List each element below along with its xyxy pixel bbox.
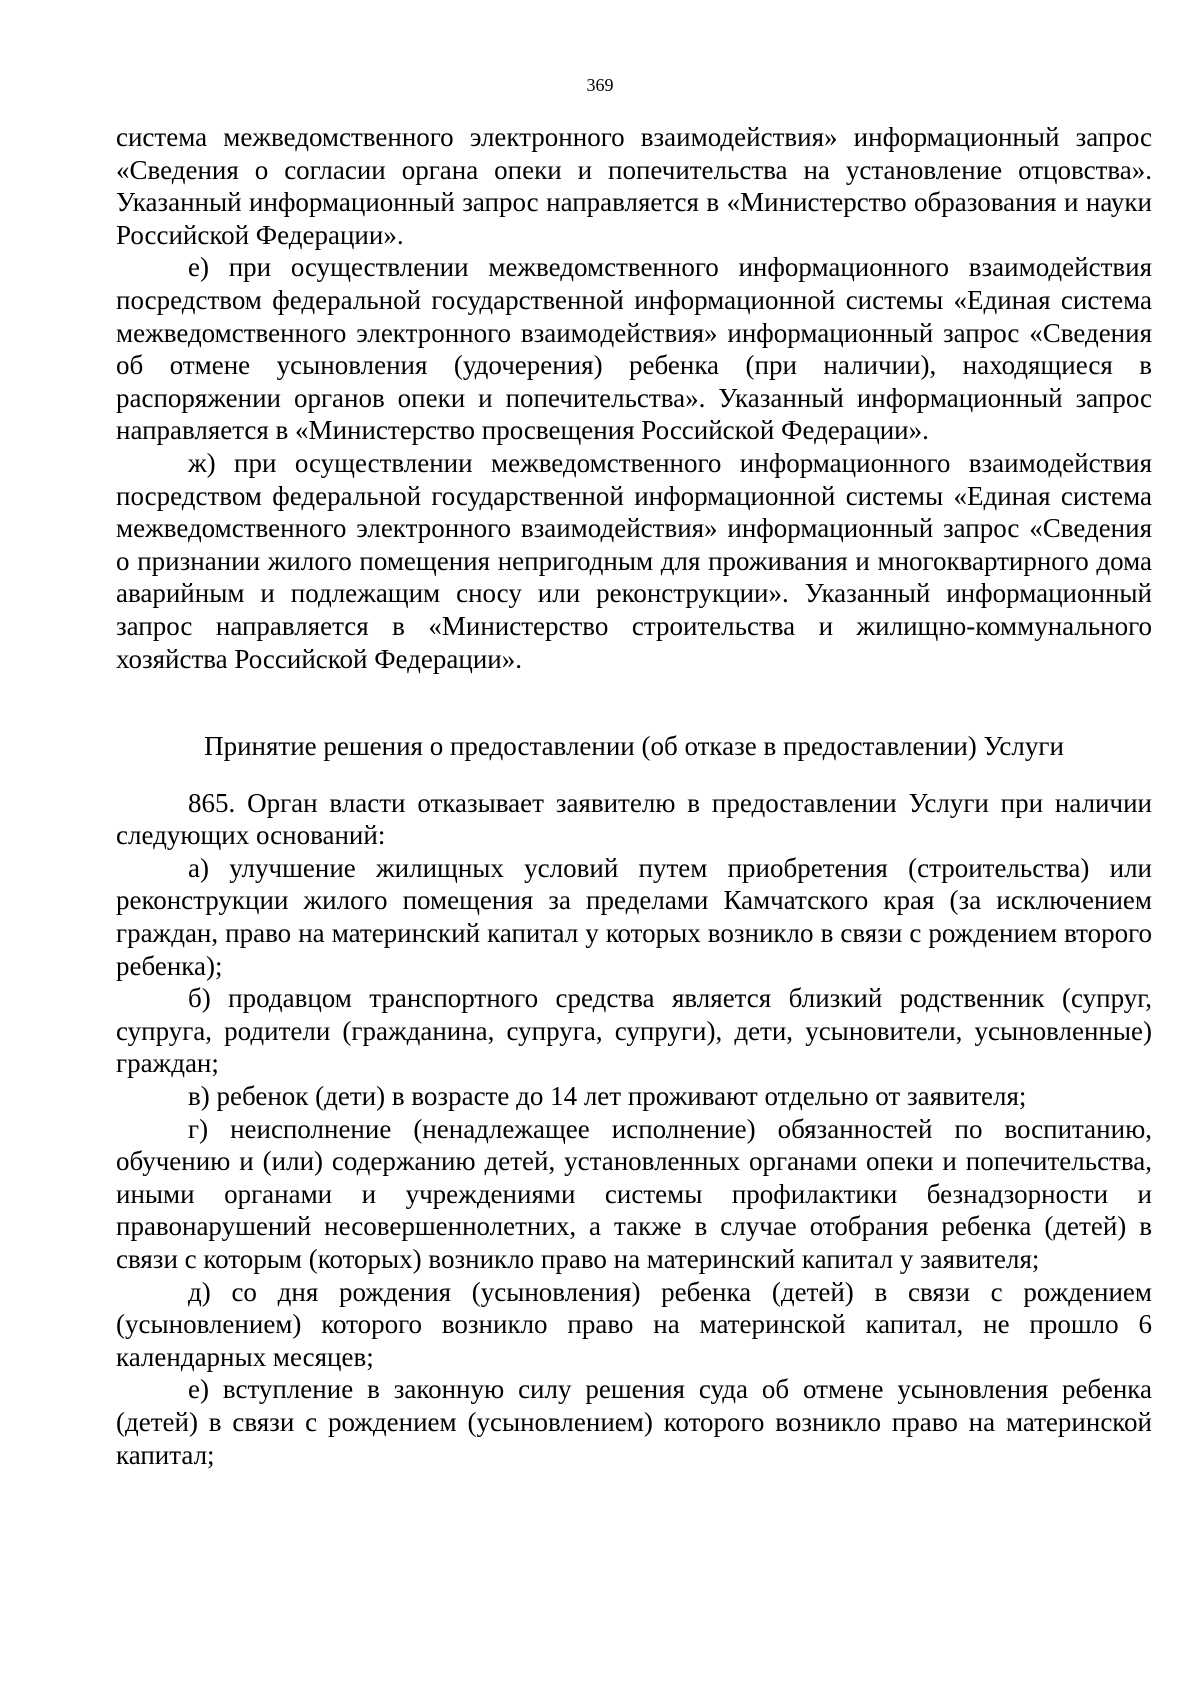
paragraph-item-e: е) при осуществлении межведомственного информационного взаимодействия посредством федеральной государственной информационной системы «Единая система межведомственного электронного взаимодействия» информационный запрос «Сведения об отмене усыновления (удочерения) ребенка (при наличии), находящиеся в распоряжении органов опеки и попечительства». Указанный информационный запрос направляется в «Министерство просвещения Российской Федерации». [116,252,1152,446]
paragraph-item-a: а) улучшение жилищных условий путем приобретения (строительства) или реконструкции жилого помещения за пределами Камчатского края (за исключением граждан, право на материнский капитал у которых возникло в связи с рождением второго ребенка); [116,852,1152,981]
paragraph-item-zh: ж) при осуществлении межведомственного информационного взаимодействия посредством федеральной государственной информационной системы «Единая система межведомственного электронного взаимодействия» информационный запрос «Сведения о признании жилого помещения непригодным для проживания и многоквартирного дома аварийным и подлежащим сносу или реконструкции». Указанный информационный запрос направляется в «Министерство строительства и жилищно-коммунального хозяйства Российской Федерации». [116,447,1152,674]
paragraph-item-d: д) со дня рождения (усыновления) ребенка (детей) в связи с рождением (усыновлением) которого возникло право на материнской капитал, не прошло 6 календарных месяцев; [116,1276,1152,1372]
paragraph-item-b: б) продавцом транспортного средства является близкий родственник (супруг, супруга, родители (гражданина, супруга, супруги), дети, усыновители, усыновленные) граждан; [116,983,1152,1079]
page-number: 369 [586,75,614,95]
paragraph-item-g: г) неисполнение (ненадлежащее исполнение) обязанностей по воспитанию, обучению и (или) содержанию детей, установленных органами опеки и попечительства, иными органами и учреждениями системы профилактики безнадзорности и правонарушений несовершеннолетних, а также в случае отобрания ребенка (детей) в связи с которым (которых) возникло право на материнский капитал у заявителя; [116,1113,1152,1274]
paragraph-865: 865. Орган власти отказывает заявителю в предоставлении Услуги при наличии следующих оснований: [116,787,1152,851]
paragraph-item-v: в) ребенок (дети) в возрасте до 14 лет проживают отдельно от заявителя; [188,1081,1027,1112]
section-heading: Принятие решения о предоставлении (об отказе в предоставлении) Услуги [204,731,1064,762]
paragraph-continuation: система межведомственного электронного взаимодействия» информационный запрос «Сведения о согласии органа опеки и попечительства на установление отцовства». Указанный информационный запрос направляется в «Министерство образования и науки Российской Федерации». [116,122,1152,250]
paragraph-item-e2: е) вступление в законную силу решения суда об отмене усыновления ребенка (детей) в связи с рождением (усыновлением) которого возникло право на материнской капитал; [116,1374,1152,1470]
document-body [116,121,1152,1471]
